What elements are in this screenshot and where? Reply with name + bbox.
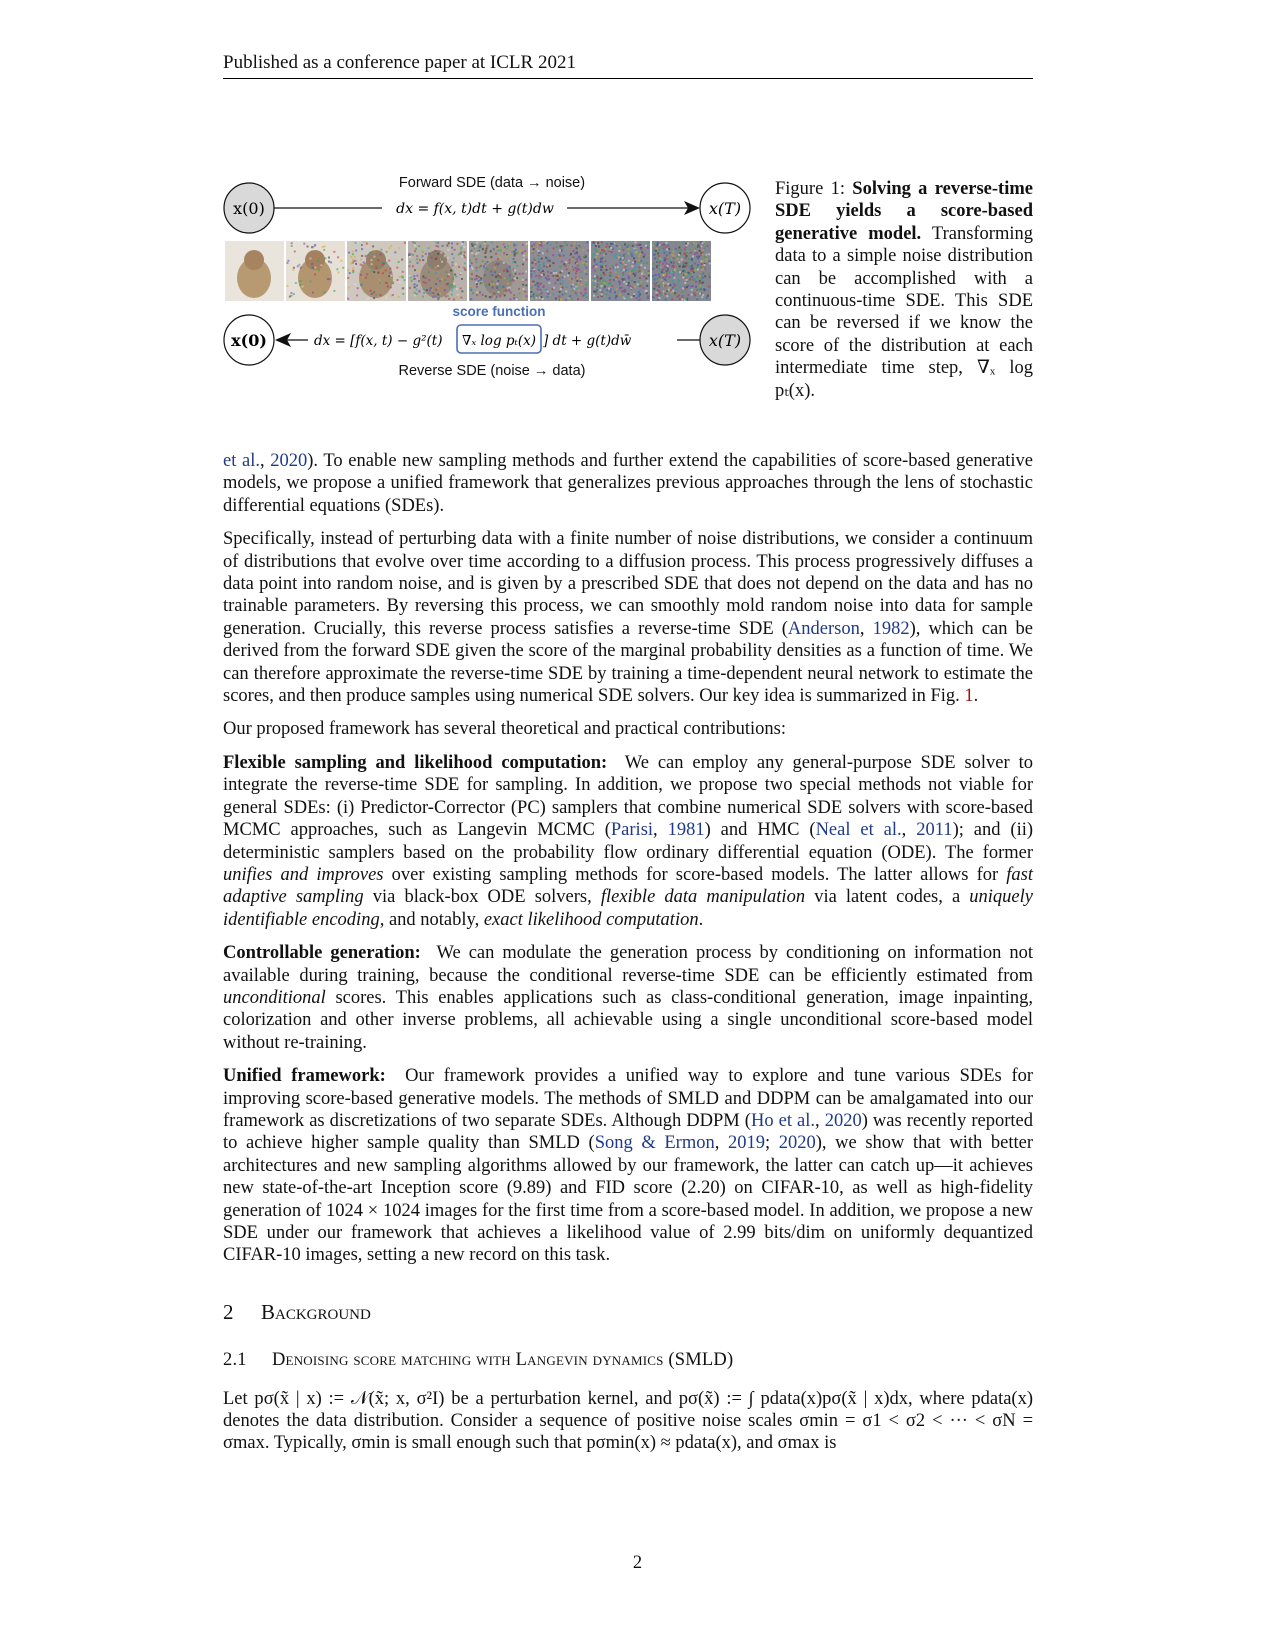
citation-link[interactable]: Song & Ermon	[594, 1133, 715, 1154]
figure-1	[222, 170, 757, 415]
citation-link[interactable]: et al.	[223, 451, 260, 471]
citation-link[interactable]: Parisi	[610, 820, 654, 841]
image-strip	[225, 241, 711, 301]
citation-year-link[interactable]: 2019	[727, 1133, 765, 1154]
paragraph-flexible-sampling: Flexible sampling and likelihood computation: We can employ any general-purpose SDE solver to integrate the reverse-time SDE for sampling. In addition, we propose two special methods not viable for general SDEs: (i) Predictor-Corrector (PC) samplers that combine numerical SDE solvers with score-based MCMC approaches, such as Langevin MCMC (Parisi, 1981) and HMC (Neal et al., 2011); and (ii) deterministic samplers based on the probability flow ordinary differential equation (ODE). The former unifies and improves over existing sampling methods for score-based models. The latter allows for fast adaptive sampling via black-box ODE solvers, flexible data manipulation via latent codes, a uniquely identifiable encoding, and notably, exact likelihood computation.	[223, 752, 1034, 930]
citation-year-link[interactable]: 2020	[778, 1133, 816, 1154]
paragraph-3: Our proposed framework has several theoretical and practical contributions:	[223, 719, 787, 740]
caption-bold: Solving a reverse-time SDE yields a score-based generative model.	[775, 179, 1033, 244]
page-number: 2	[632, 1553, 643, 1573]
paragraph-smld: Let pσ(x̃ | x) := 𝒩(x̃; x, σ²I) be a perturbation kernel, and pσ(x̃) := ∫ pdata(x)pσ(x̃ | x)dx, where pdata(x) denotes the data distribution. Consider a sequence of positive noise scales σmin = σ1 < σ2 < ··· < σN = σmax. Typically, σmin is small enough such that pσmin(x) ≈ pdata(x), and σmax is	[223, 1388, 1033, 1454]
main-body	[223, 450, 1033, 1466]
paragraph-heading: Flexible sampling and likelihood computation:	[223, 752, 608, 773]
citation-link[interactable]: Neal et al.	[815, 820, 902, 841]
sde-diagram	[222, 170, 757, 415]
paragraph-heading: Controllable generation:	[223, 943, 421, 964]
paragraph-heading: Unified framework:	[223, 1066, 386, 1087]
citation-year-link[interactable]: 2011	[916, 820, 953, 841]
section-heading: 2 Background	[223, 1299, 371, 1324]
reverse-eq-score: ∇ₓ log pₜ(x)	[461, 333, 537, 349]
forward-sde-equation: dx = f(x, t)dt + g(t)dw	[396, 201, 554, 217]
paragraph-2: Specifically, instead of perturbing data with a finite number of noise distributions, we consider a continuum of distributions that evolve over time according to a diffusion process. This process progressively diffuses a data point into random noise, and is given by a prescribed SDE that does not depend on the data and has no trainable parameters. By reversing this process, we can smoothly mold random noise into data for sample generation. Crucially, this reverse process satisfies a reverse-time SDE (Anderson, 1982), which can be derived from the forward SDE given the score of the marginal probability densities as a function of time. We can therefore approximate the reverse-time SDE by training a time-dependent neural network to estimate the scores, and then produce samples using numerical SDE solvers. Our key idea is summarized in Fig. 1.	[223, 529, 1034, 707]
figure-caption	[775, 178, 1033, 402]
citation-link[interactable]: Anderson	[787, 618, 860, 639]
citation-link[interactable]: Ho et al.	[750, 1110, 816, 1131]
paragraph-unified-framework: Unified framework: Our framework provides a unified way to explore and tune various SDEs for improving score-based generative models. The methods of SMLD and DDPM can be amalgamated into our framework as discretizations of two separate SDEs. Although DDPM (Ho et al., 2020) was recently reported to achieve higher sample quality than SMLD (Song & Ermon, 2019; 2020), we show that with better architectures and new sampling algorithms allowed by our framework, the latter can catch up—it achieves new state-of-the-art Inception score (9.89) and FID score (2.20) on CIFAR-10, as well as high-fidelity generation of 1024 × 1024 images for the first time from a score-based model. In addition, we propose a new SDE under our framework that achieves a likelihood value of 2.99 bits/dim on uniformly dequantized CIFAR-10 images, setting a new record on this task.	[223, 1066, 1034, 1266]
forward-sde-label: Forward SDE (data → noise)	[398, 175, 586, 191]
figure-ref-link[interactable]: 1	[964, 686, 974, 707]
citation-year-link[interactable]: 1981	[667, 820, 705, 841]
paragraph-1: et al., 2020). To enable new sampling methods and further extend the capabilities of score-based generative models, we propose a unified framework that generalizes previous approaches through the lens of stochastic differential equations (SDEs).	[223, 451, 1034, 516]
citation-year-link[interactable]: 2020	[824, 1110, 862, 1131]
citation-year-link[interactable]: 2020	[270, 451, 308, 471]
node-xT-forward-label: x(T)	[708, 199, 742, 218]
citation-year-link[interactable]: 1982	[872, 618, 910, 639]
node-x0-forward-label: x(0)	[233, 199, 265, 218]
caption-label: Figure 1:	[775, 179, 845, 199]
subsection-heading: 2.1 Denoising score matching with Langevin dynamics (SMLD)	[223, 1350, 734, 1371]
caption-text: Transforming data to a simple noise distribution can be accomplished with a continuous-time SDE. This SDE can be reversed if we know the score of the distribution at each intermediate time step, ∇ₓ log pₜ(x).	[775, 223, 1033, 401]
paragraph-controllable-generation: Controllable generation: We can modulate the generation process by conditioning on information not available during training, because the conditional reverse-time SDE can be efficiently estimated from unconditional scores. This enables applications such as class-conditional generation, image inpainting, colorization and other inverse problems, all achievable using a single unconditional score-based model without re-training.	[223, 943, 1033, 1053]
node-xT-reverse-label: x(T)	[708, 331, 742, 350]
reverse-eq-pre: dx = [f(x, t) − g²(t)	[314, 333, 443, 349]
reverse-sde-label: Reverse SDE (noise → data)	[398, 363, 586, 379]
reverse-eq-post: ] dt + g(t)dw̄	[543, 333, 632, 349]
score-function-label: score function	[452, 304, 546, 319]
running-header: Published as a conference paper at ICLR 2021	[223, 52, 1033, 79]
node-x0-reverse-label: x(0)	[231, 331, 267, 350]
